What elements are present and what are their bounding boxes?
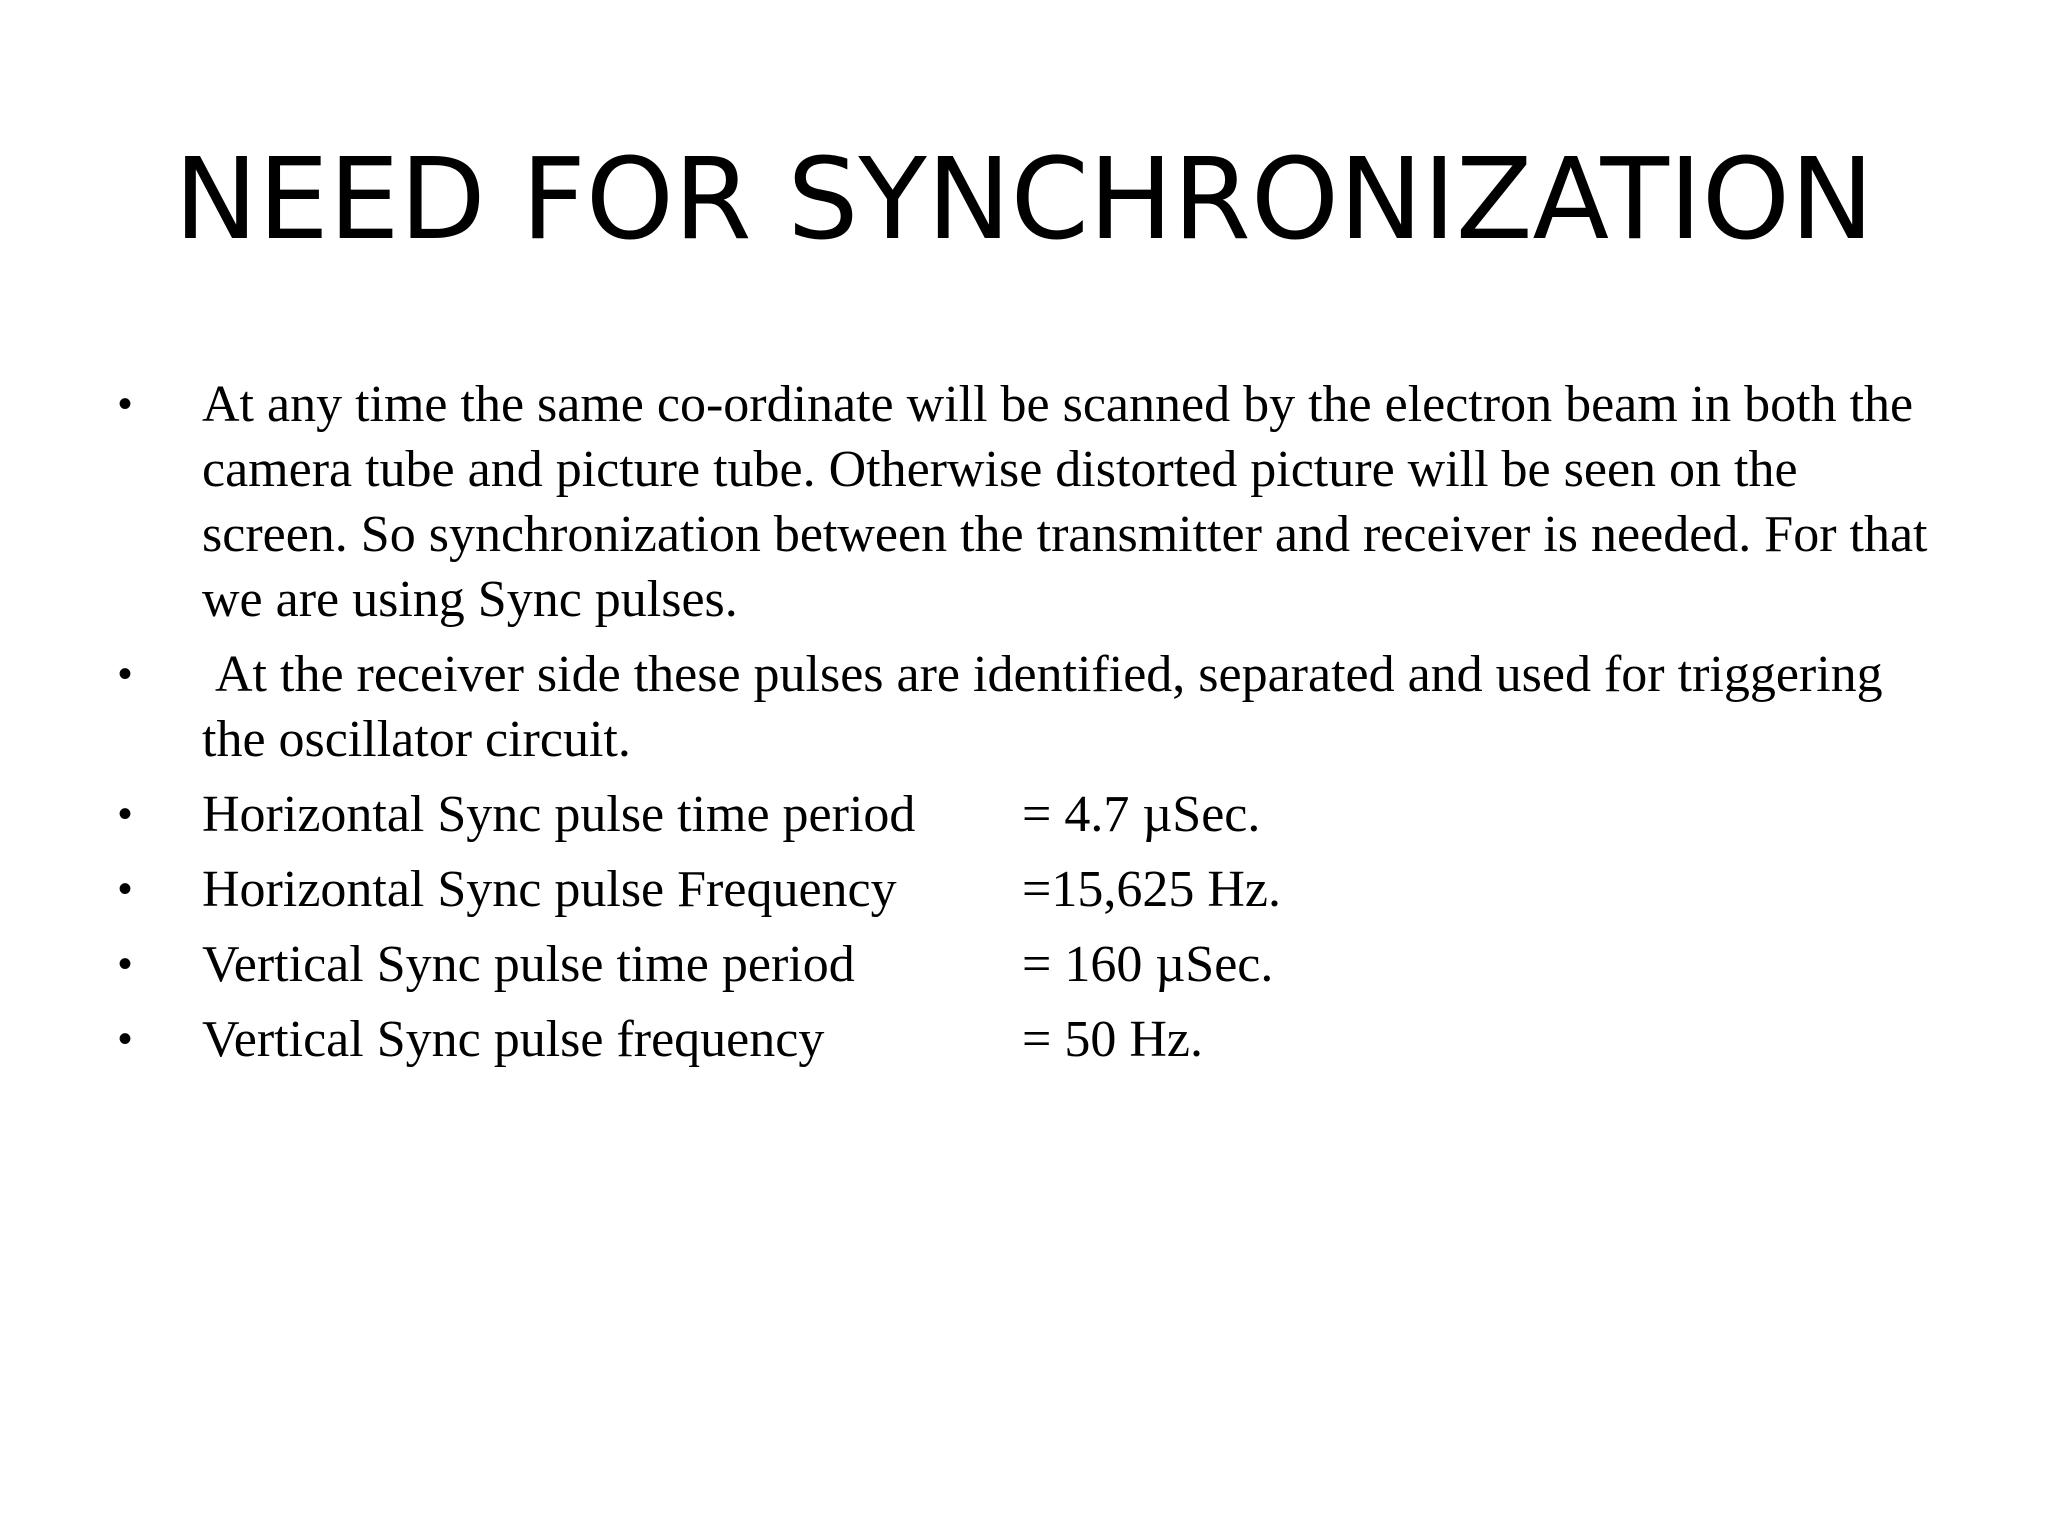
bullet-icon: • bbox=[118, 382, 133, 426]
bullet-icon: • bbox=[118, 652, 133, 696]
parameter-value: = 4.7 µSec. bbox=[1022, 786, 1261, 843]
bullet-item-h-frequency bbox=[118, 857, 1948, 922]
parameter-label: Vertical Sync pulse frequency bbox=[202, 1011, 825, 1068]
parameter-value: = 50 Hz. bbox=[1022, 1011, 1203, 1068]
parameter-label: Vertical Sync pulse time period bbox=[202, 936, 855, 993]
bullet-item-v-period bbox=[118, 932, 1948, 997]
bullet-icon: • bbox=[118, 867, 133, 911]
bullet-icon: • bbox=[118, 1017, 133, 1061]
slide-title: NEED FOR SYNCHRONIZATION bbox=[174, 135, 1874, 265]
parameter-label: Horizontal Sync pulse time period bbox=[202, 786, 916, 843]
bullet-icon: • bbox=[118, 792, 133, 836]
bullet-list bbox=[118, 372, 1948, 1082]
bullet-icon: • bbox=[118, 942, 133, 986]
bullet-item-receiver bbox=[118, 642, 1948, 772]
bullet-item-sync-need bbox=[118, 372, 1948, 632]
parameter-value: =15,625 Hz. bbox=[1022, 861, 1281, 918]
bullet-item-v-frequency bbox=[118, 1007, 1948, 1072]
parameter-value: = 160 µSec. bbox=[1022, 936, 1274, 993]
bullet-text: At any time the same co-ordinate will be scanned by the electron beam in both the camera tube and picture tube. Otherwise distorted picture will be seen on the screen. So synchronization between the transmitter and receiver is needed. For that we are using Sync pulses. bbox=[202, 376, 1928, 628]
parameter-label: Horizontal Sync pulse Frequency bbox=[202, 861, 897, 918]
bullet-text: At the receiver side these pulses are identified, separated and used for triggering the oscillator circuit. bbox=[202, 646, 1896, 768]
bullet-item-h-period bbox=[118, 782, 1948, 847]
